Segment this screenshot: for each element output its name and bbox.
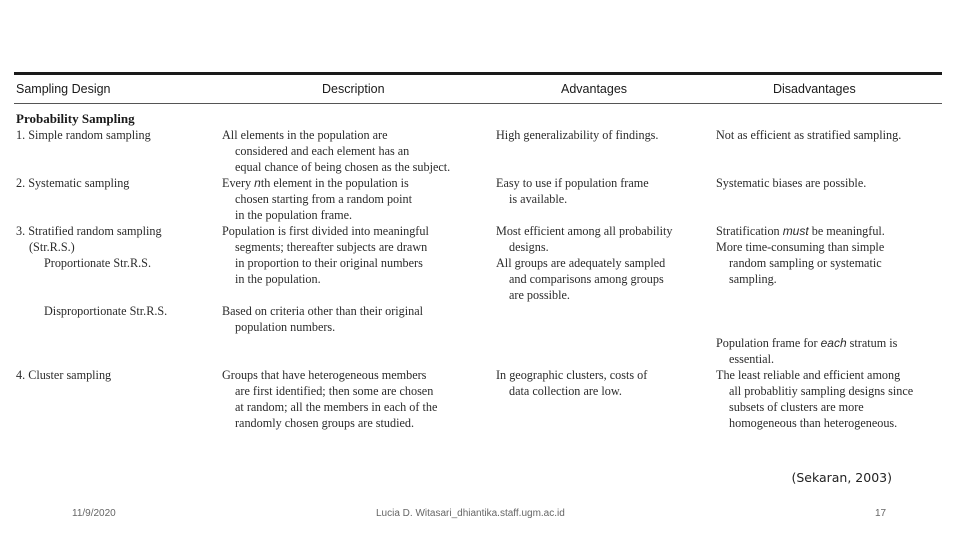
row1-design: 1. Simple random sampling <box>16 128 151 142</box>
row3-disadvantages-2: More time-consuming than simple random sampling or systematic sampling. <box>716 240 885 286</box>
row2-design: 2. Systematic sampling <box>16 176 130 190</box>
section-title: Probability Sampling <box>16 111 135 126</box>
row3-design: 3. Stratified random sampling (Str.R.S.) <box>16 224 162 254</box>
row3-advantages-1: Most efficient among all probability designs. <box>496 224 673 254</box>
row4-disadvantages: The least reliable and efficient among all probablitiy sampling designs since subsets of clusters are more homogeneous than heterogeneous. <box>716 368 914 430</box>
row1-description: All elements in the population are considered and each element has an equal chance of being chosen as the subject. <box>222 128 451 174</box>
row2-disadvantages: Systematic biases are possible. <box>716 176 867 190</box>
row3-description-proportionate: Population is first divided into meaningful segments; thereafter subjects are drawn in proportion to their original numbers in the population. <box>222 224 429 286</box>
header-sampling-design: Sampling Design <box>16 82 111 96</box>
row2-description: Every nth element in the population is chosen starting from a random point in the population frame. <box>222 176 413 222</box>
header-advantages: Advantages <box>561 82 628 96</box>
table-top-rule <box>14 72 942 75</box>
row1-advantages: High generalizability of findings. <box>496 128 659 142</box>
table-header-rule <box>14 103 942 104</box>
footer-date: 11/9/2020 <box>72 508 116 519</box>
row4-description: Groups that have heterogeneous members are first identified; then some are chosen at random; all the members in each of the randomly chosen groups are studied. <box>222 368 438 430</box>
header-description: Description <box>322 82 385 96</box>
footer-page-number: 17 <box>875 508 887 519</box>
row4-advantages: In geographic clusters, costs of data collection are low. <box>496 368 648 398</box>
row3-sub-disproportionate: Disproportionate Str.R.S. <box>44 304 168 318</box>
row4-design: 4. Cluster sampling <box>16 368 112 382</box>
citation: (Sekaran, 2003) <box>791 470 892 485</box>
header-disadvantages: Disadvantages <box>773 82 856 96</box>
row2-advantages: Easy to use if population frame is available. <box>496 176 649 206</box>
row3-advantages-2: All groups are adequately sampled and comparisons among groups are possible. <box>496 256 666 302</box>
row1-disadvantages: Not as efficient as stratified sampling. <box>716 128 902 142</box>
footer-author: Lucia D. Witasari_dhiantika.staff.ugm.ac.id <box>376 508 565 519</box>
row3-description-disproportionate: Based on criteria other than their original population numbers. <box>222 304 424 334</box>
row3-disadvantages-3: Population frame for each stratum is essential. <box>716 336 898 366</box>
row3-sub-proportionate: Proportionate Str.R.S. <box>44 256 151 270</box>
row3-disadvantages-1: Stratification must be meaningful. <box>716 224 885 238</box>
